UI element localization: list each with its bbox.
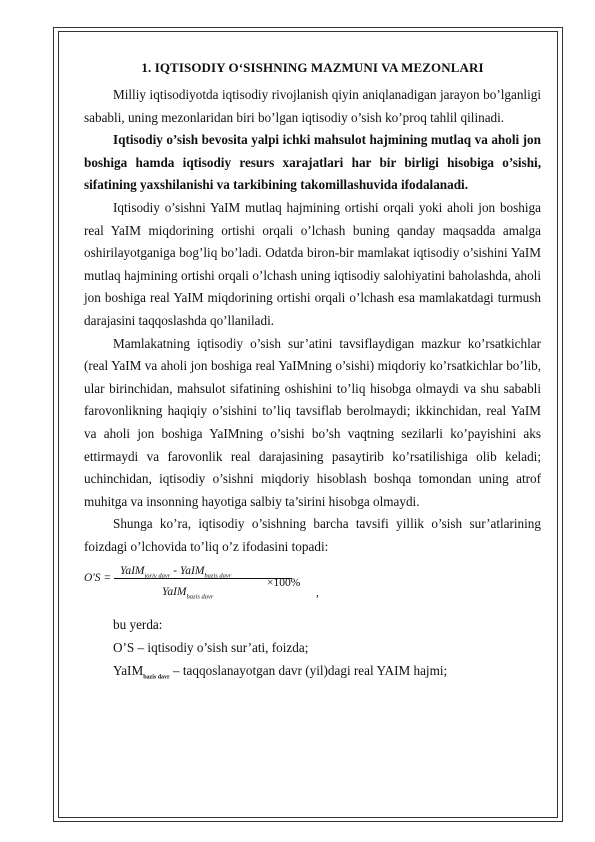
legend-yaim: YaIM$_{bazis davr}$ – taqqoslanayotgan davr (yil)dagi real YAIM hajmi; bbox=[113, 662, 448, 681]
section-title: 1. IQTISODIY O‘SISHNING MAZMUNI VA MEZONLARI bbox=[141, 60, 484, 75]
growth-rate-formula bbox=[84, 560, 541, 608]
formula-denominator: YaIM$_{bazis davr}$ bbox=[162, 586, 214, 601]
paragraph-definition: Iqtisodiy o’sish bevosita yalpi ichki mahsulot hajmining mutlaq va aholi jon boshiga hamda iqtisodiy resurs xarajatlari har bir birligi hisobiga o’sishi, sifatining yaxshilanishi va tarkibining takomillashuvida ifodalanadi. bbox=[84, 132, 541, 193]
formula-numerator: YaIM$_{joriy davr}$ - YaIM$_{bazis davr}$ bbox=[120, 565, 232, 580]
formula-multiplier: ×100% bbox=[267, 577, 301, 590]
paragraph-formula-intro: Shunga ko’ra, iqtisodiy o’sishning barcha tavsifi yillik o’sish sur’atlarining foizdagi o’lchovida to’liq o’z ifodasini topadi: bbox=[84, 516, 541, 554]
paragraph-intro: Milliy iqtisodiyotda iqtisodiy rivojlanish qiyin aniqlanadigan jarayon bo’lganligi sababli, uning mezonlaridan biri bo’lgan iqtisodiy o’sish ko’proq tahlil qilinadi. bbox=[84, 87, 541, 125]
formula-fraction-bar bbox=[114, 578, 292, 579]
paragraph-measurement: Iqtisodiy o’sishni YaIM mutlaq hajmining ortishi orqali yoki aholi jon boshiga real YaIM miqdorining ortishi orqali o’lchash buning qanday maqsadda amalga oshirilayotganiga bog’liq bo’ladi. Odatda biron-bir mamlakat iqtisodiy o’sishini YaIM mutlaq hajmining ortishi orqali o’lchash uning iqtisodiy salohiyatini baholashda, aholi jon boshiga real YaIM miqdorining ortishi orqali o’lchash esa mamlakatdagi turmush darajasini taqqoslashda qo’llaniladi. bbox=[84, 199, 541, 328]
legend-intro: bu yerda: bbox=[113, 617, 163, 633]
paragraph-indicators: Mamlakatning iqtisodiy o’sish sur’atini tavsiflaydigan mazkur ko’rsatkichlar (real YaIM va aholi jon boshiga real YaIMning o’sishi) miqdoriy ko’rsatkichlar bo’lib, ular birinchidan, mahsulot sifatining oshishini to’liq hisobga olmaydi va shu sababli farovonlikning haqiqiy o’sishini to’liq tavsiflab berolmaydi; ikkinchidan, real YaIM va aholi jon boshiga YaIMning o’sishi bo’sh vaqtning sezilarli ko’payishini aks ettirmaydi va farovonlik real darajasining pasaytirib ko’rsatilishiga olib keladi; uchinchidan, iqtisodiy o’sishni miqdoriy hisoblash boshqa tomondan uning atrof muhitga va insonning hayotiga salbiy ta’sirini hisobga olmaydi. bbox=[84, 335, 541, 509]
formula-lhs: O'S = bbox=[84, 572, 112, 585]
document-body bbox=[84, 56, 541, 689]
legend-os: O’S – iqtisodiy o’sish sur’ati, foizda; bbox=[113, 640, 309, 656]
formula-comma: , bbox=[316, 587, 319, 600]
